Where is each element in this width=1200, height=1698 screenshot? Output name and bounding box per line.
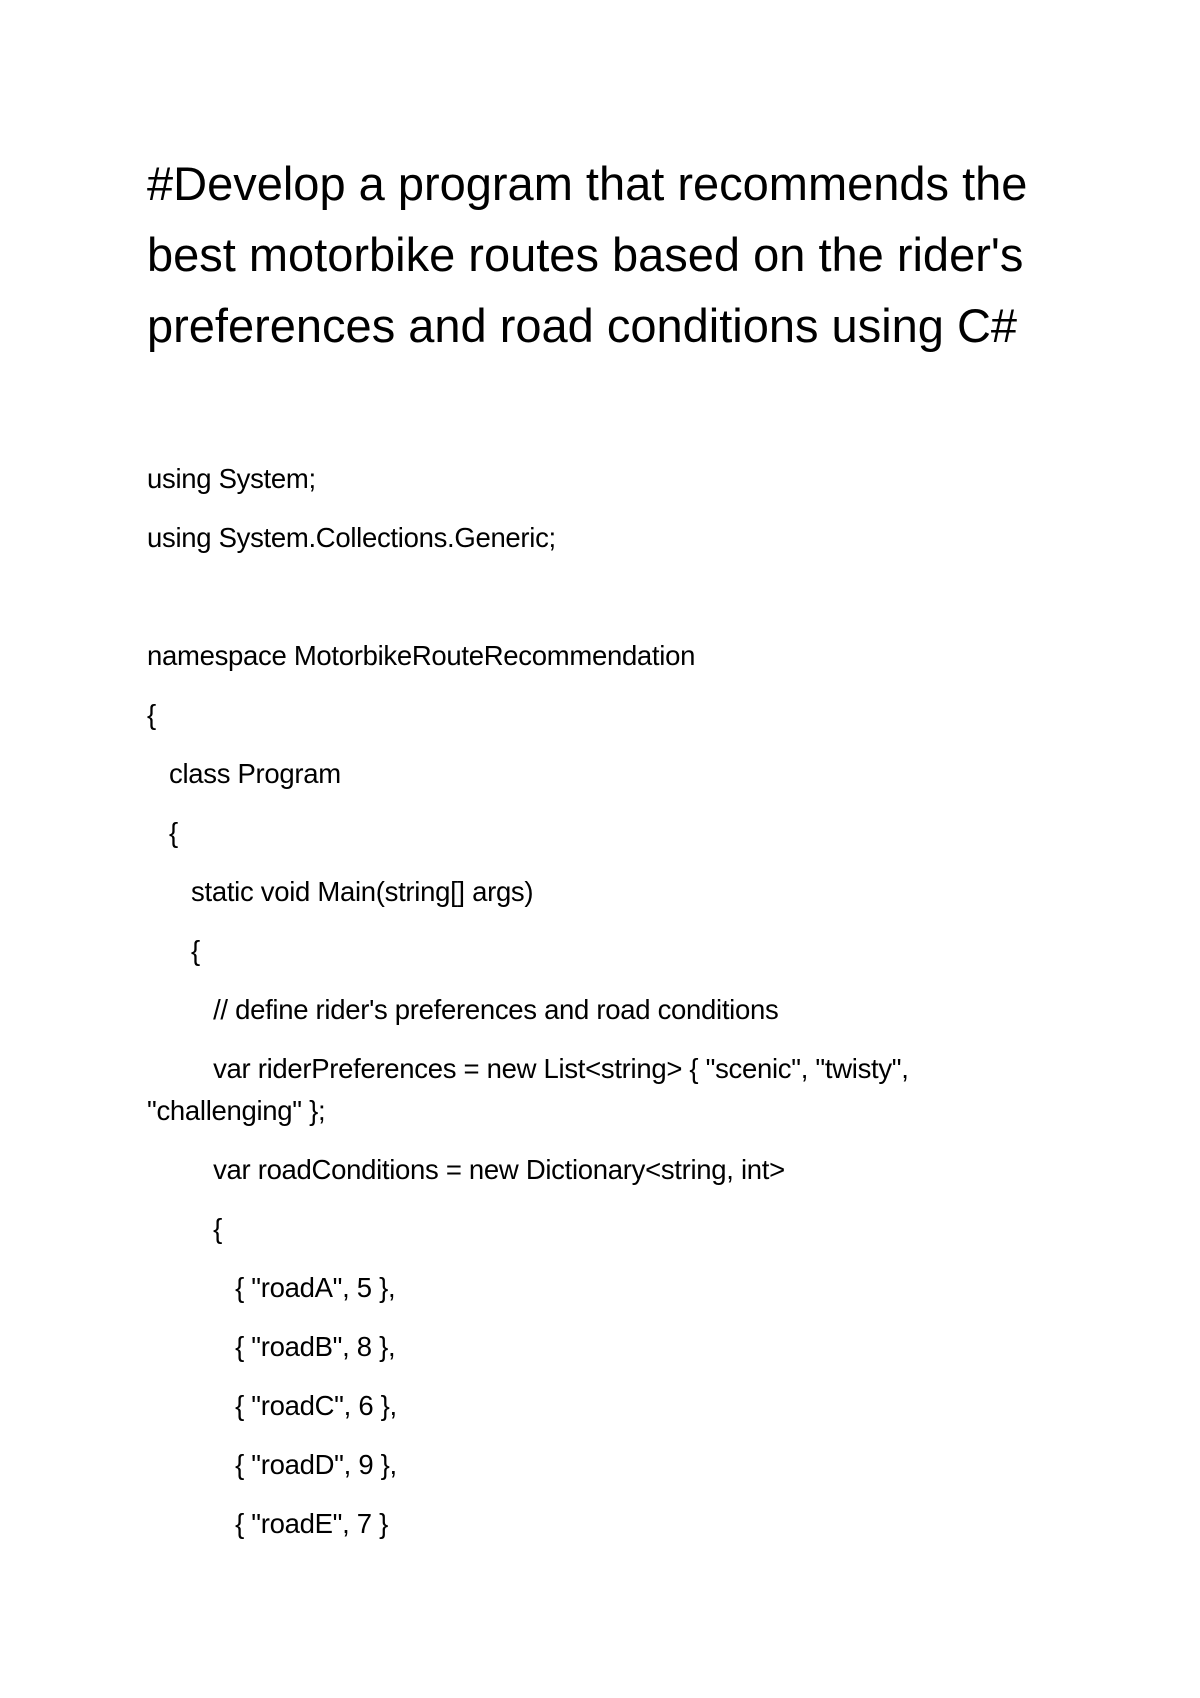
code-line: namespace MotorbikeRouteRecommendation [147, 640, 696, 671]
code-line: "challenging" }; [147, 1095, 326, 1126]
code-line: { "roadC", 6 }, [147, 1390, 397, 1421]
code-line: var riderPreferences = new List<string> { "scenic", "twisty", [147, 1053, 909, 1084]
code-line: static void Main(string[] args) [147, 876, 534, 907]
code-line: { "roadA", 5 }, [147, 1272, 396, 1303]
code-line: { "roadB", 8 }, [147, 1331, 396, 1362]
title-line: preferences and road conditions using C# [147, 299, 1018, 352]
code-line: // define rider's preferences and road conditions [147, 994, 779, 1025]
code-line: { "roadE", 7 } [147, 1508, 389, 1539]
code-line: using System.Collections.Generic; [147, 522, 556, 553]
code-line: { "roadD", 9 }, [147, 1449, 397, 1480]
code-line: class Program [147, 758, 341, 789]
code-line: { [147, 1213, 222, 1244]
document-title [147, 148, 1107, 361]
title-line: best motorbike routes based on the rider's [147, 228, 1024, 281]
code-line: { [147, 699, 156, 730]
code-line: var roadConditions = new Dictionary<string, int> [147, 1154, 785, 1185]
code-line: using System; [147, 463, 316, 494]
title-line: #Develop a program that recommends the [147, 157, 1028, 210]
code-line: { [147, 817, 178, 848]
code-line: { [147, 935, 200, 966]
